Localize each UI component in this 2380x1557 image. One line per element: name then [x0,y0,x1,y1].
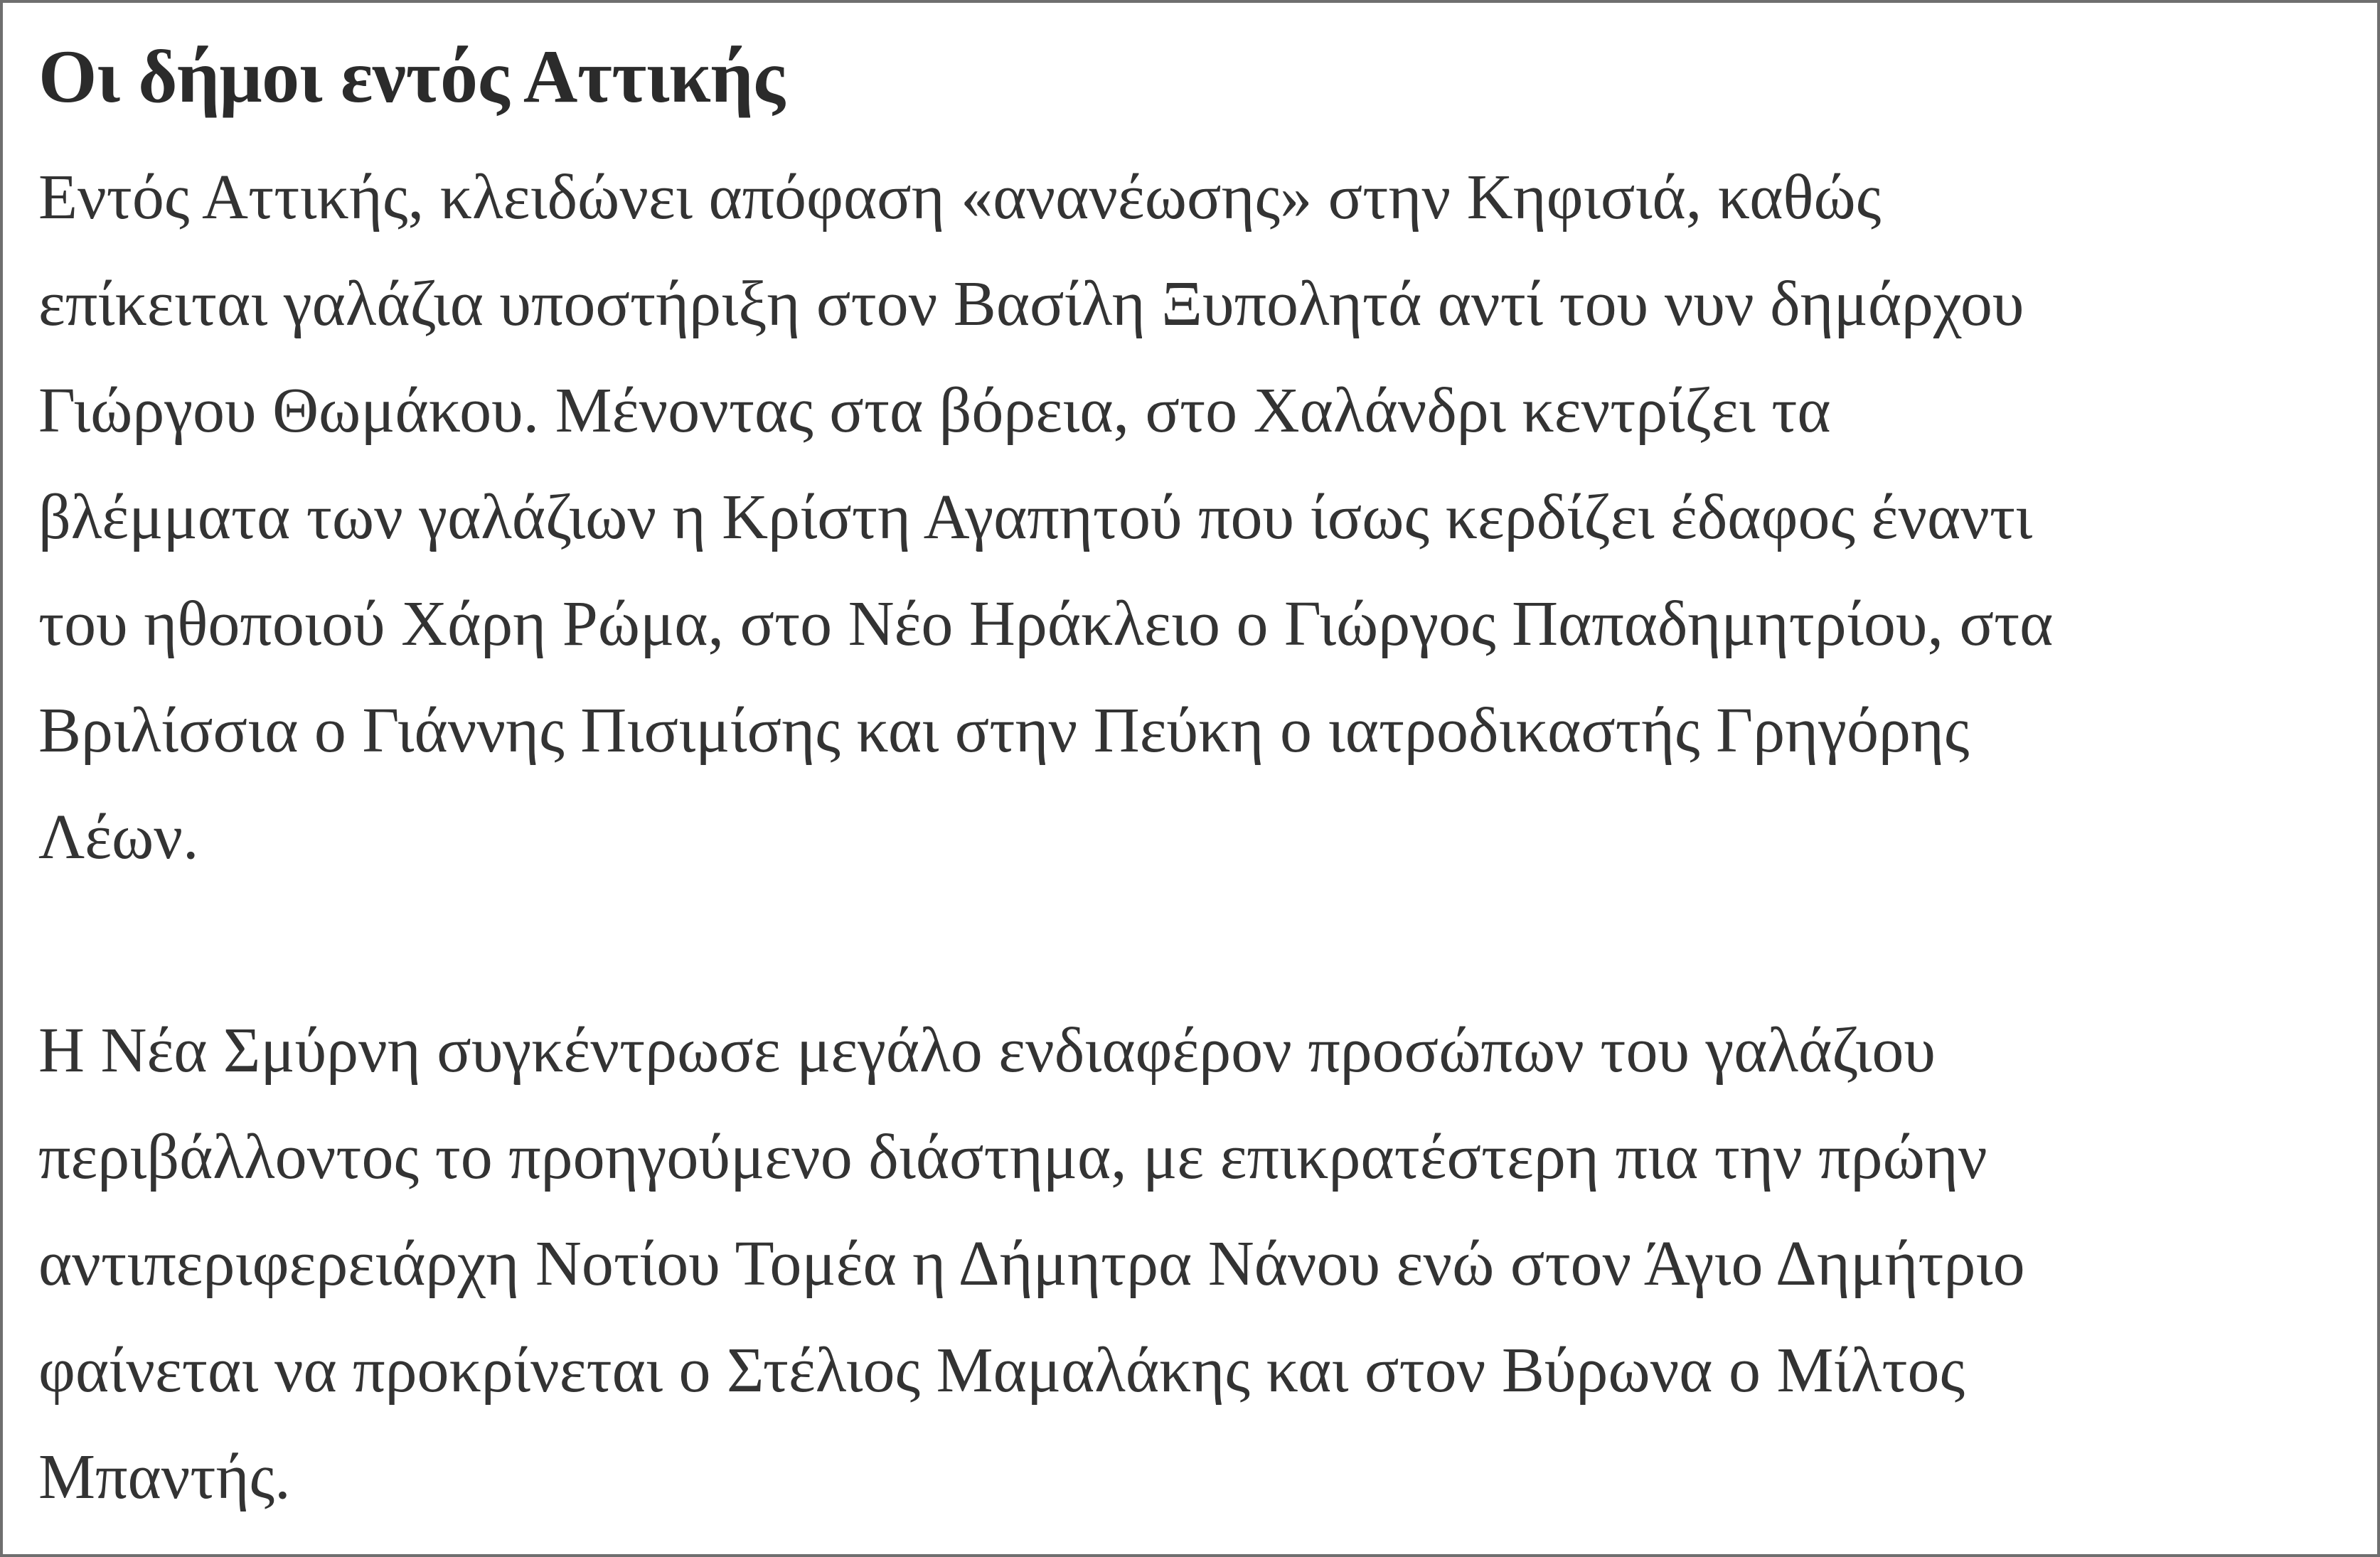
paragraph-2-line-5: Μπαντής. [38,1442,291,1513]
paragraph-1-line-3: Γιώργου Θωμάκου. Μένοντας στα βόρεια, στο Χαλάνδρι κεντρίζει τα [38,375,1831,446]
paragraph-1-line-1: Εντός Αττικής, κλειδώνει απόφαση «ανανέωσης» στην Κηφισιά, καθώς [38,162,1882,233]
paragraph-1-line-4: βλέμματα των γαλάζιων η Κρίστη Αγαπητού που ίσως κερδίζει έδαφος έναντι [38,482,2033,553]
paragraph-2-line-4: φαίνεται να προκρίνεται ο Στέλιος Μαμαλάκης και στον Βύρωνα ο Μίλτος [38,1335,1965,1406]
paragraph-1-line-6: Βριλίσσια ο Γιάννης Πισιμίσης και στην Πεύκη ο ιατροδικαστής Γρηγόρης [38,695,1970,766]
paragraph-1 [38,144,2342,891]
paragraph-2-line-3: αντιπεριφερειάρχη Νοτίου Τομέα η Δήμητρα Νάνου ενώ στον Άγιο Δημήτριο [38,1229,2025,1300]
paragraph-1-line-7: Λέων. [38,802,199,873]
paragraph-1-line-2: επίκειται γαλάζια υποστήριξη στον Βασίλη Ξυπολητά αντί του νυν δημάρχου [38,269,2024,340]
paragraph-1-line-5: του ηθοποιού Χάρη Ρώμα, στο Νέο Ηράκλειο ο Γιώργος Παπαδημητρίου, στα [38,589,2054,660]
article-body [38,31,2342,1531]
paragraph-2-line-1: Η Νέα Σμύρνη συγκέντρωσε μεγάλο ενδιαφέρον προσώπων του γαλάζιου [38,1015,1936,1086]
article-heading: Οι δήμοι εντός Αττικής [38,35,785,118]
paragraph-2-line-2: περιβάλλοντος το προηγούμενο διάστημα, με επικρατέστερη πια την πρώην [38,1122,1987,1193]
paragraph-2 [38,997,2342,1531]
